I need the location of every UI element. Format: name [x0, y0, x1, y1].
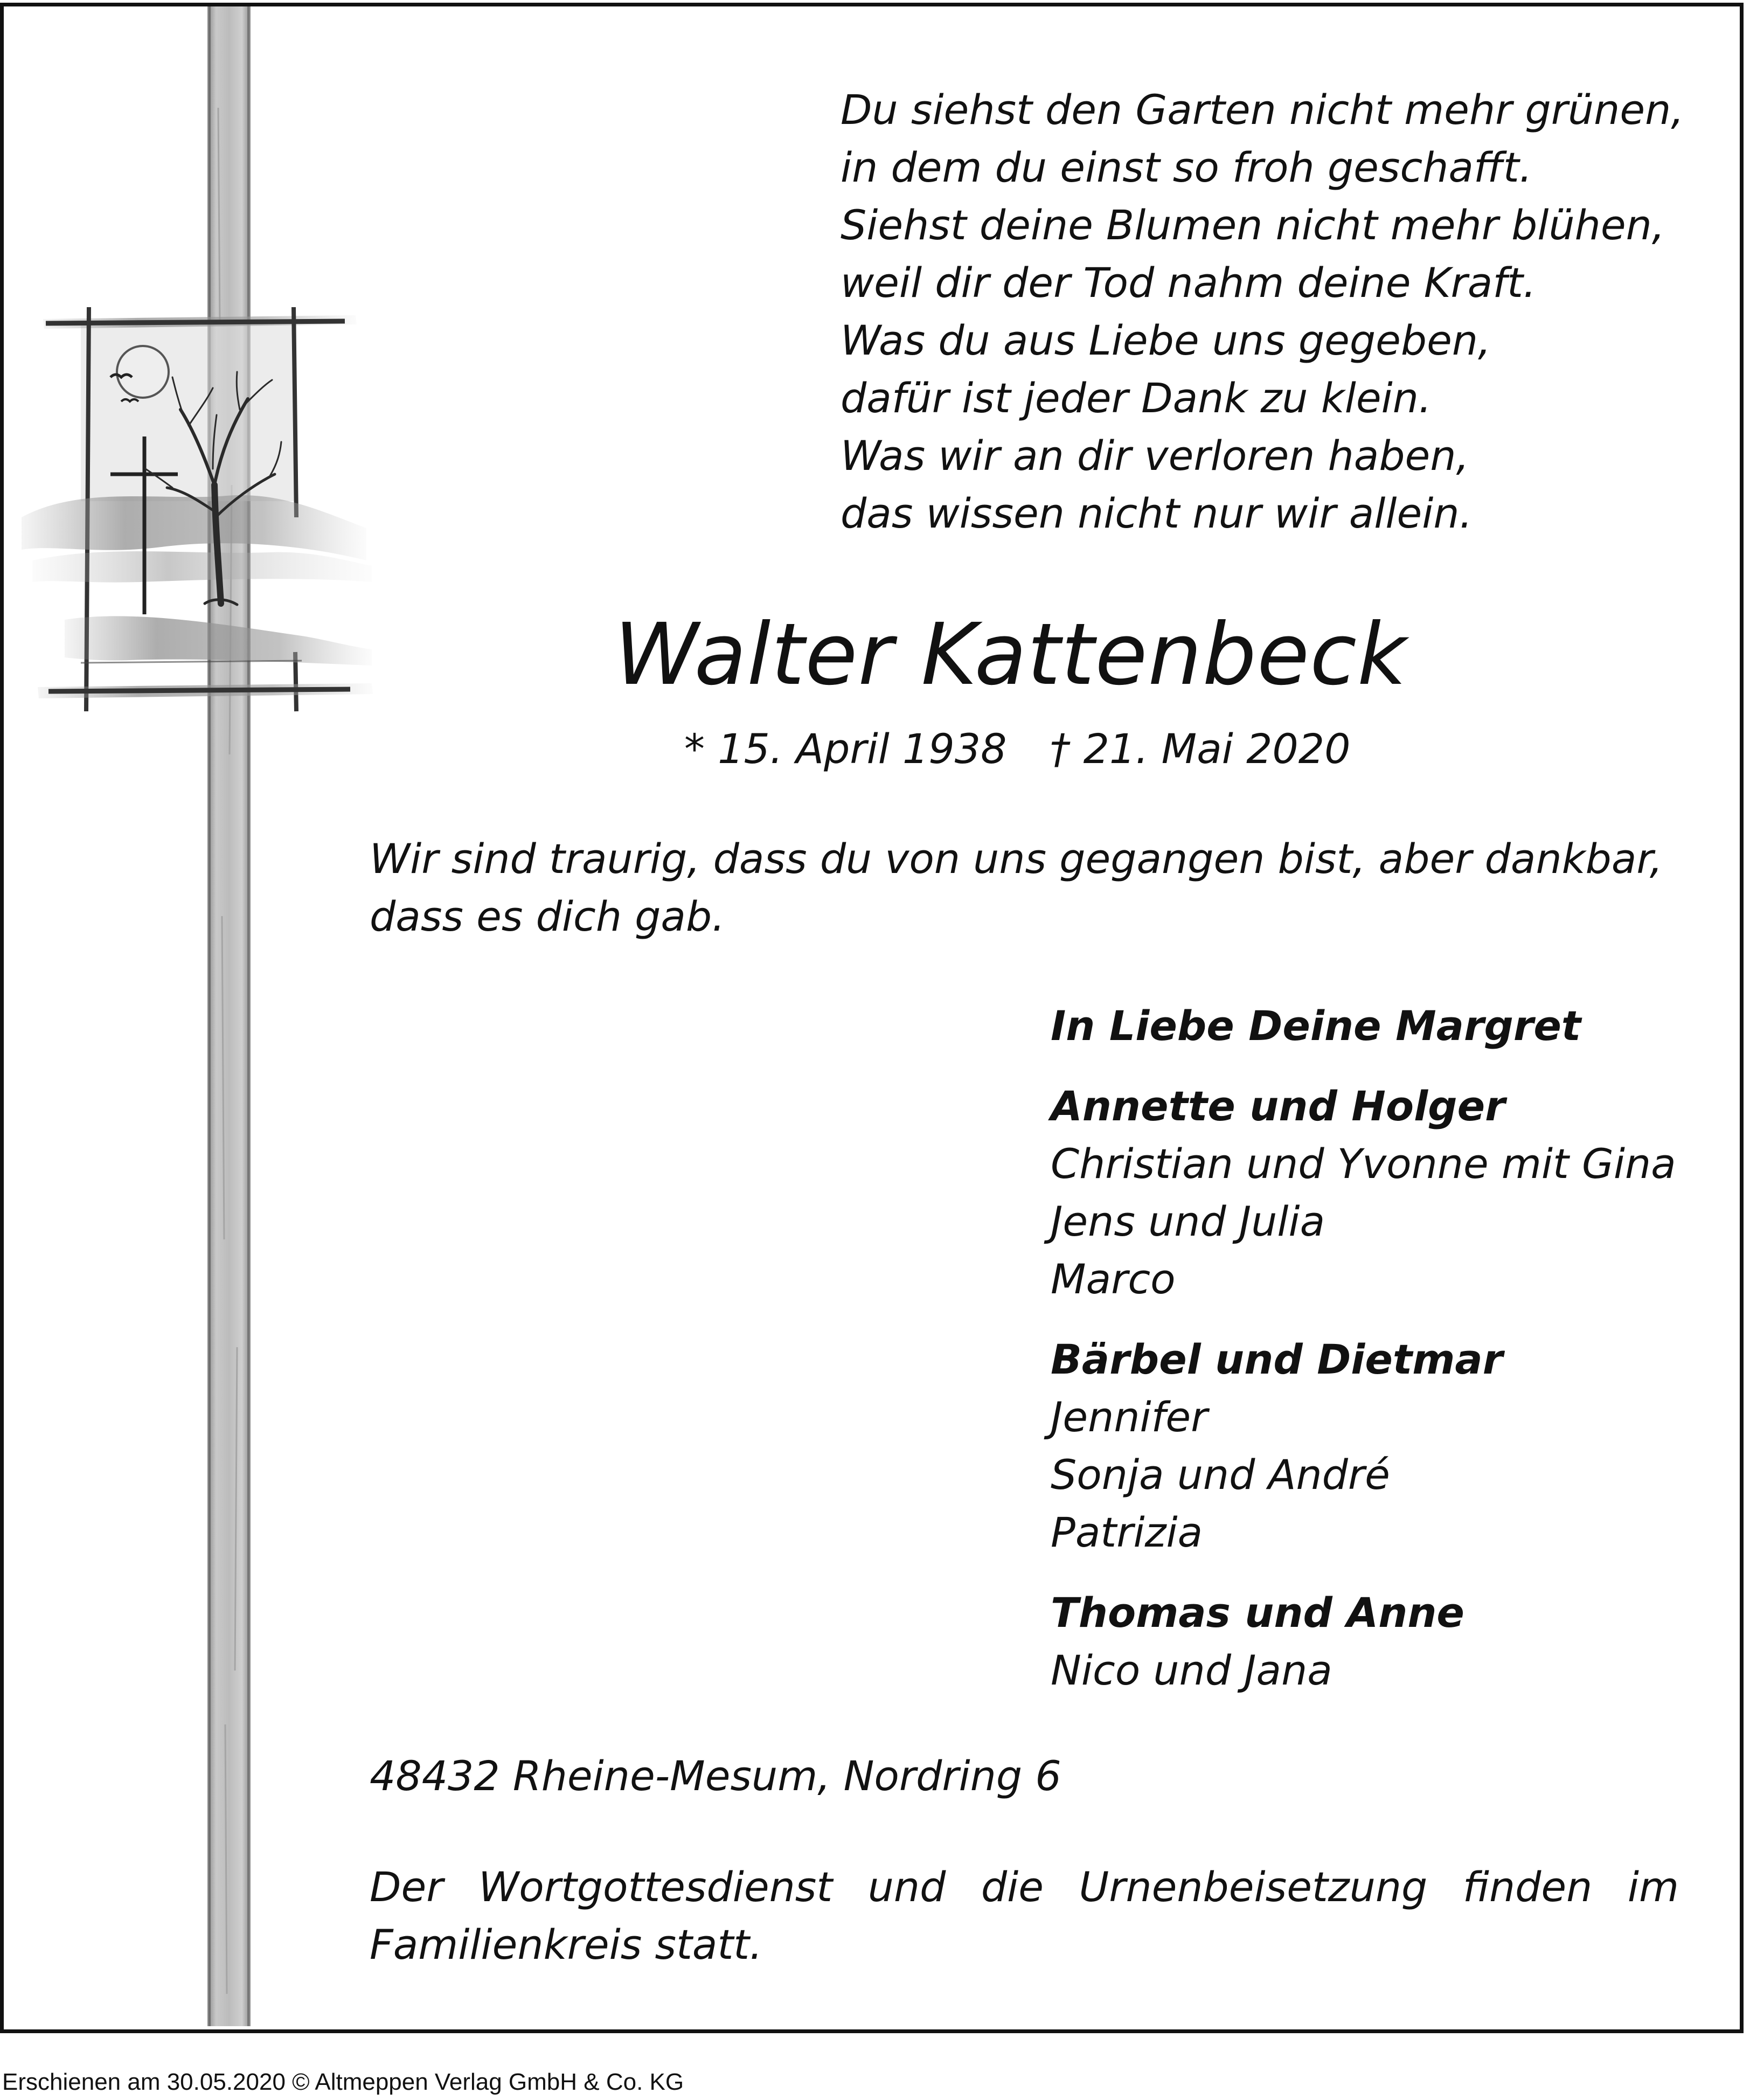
poem-line: Siehst deine Blumen nicht mehr blühen, — [841, 201, 1665, 249]
mourner-group — [1051, 1330, 1697, 1561]
mourner-member: Nico und Jana — [1051, 1646, 1332, 1694]
birth-date: * 15. April 1938 — [684, 725, 1007, 773]
statement-line: dass es dich gab. — [370, 892, 725, 940]
mourner-group-head: Annette und Holger — [1051, 1082, 1505, 1130]
scene-frame — [22, 307, 373, 711]
vertical-bar — [207, 6, 251, 2026]
mourner-member: Sonja und André — [1051, 1451, 1390, 1499]
poem-line: Du siehst den Garten nicht mehr grünen, — [841, 86, 1684, 134]
mourner-group-head: Bärbel und Dietmar — [1051, 1335, 1503, 1383]
mourner-member: Patrizia — [1051, 1508, 1203, 1556]
mourner-member: Jennifer — [1051, 1393, 1208, 1441]
mourner-member: Marco — [1051, 1255, 1176, 1303]
life-dates — [684, 722, 1350, 776]
mourner-member: Jens und Julia — [1051, 1197, 1325, 1245]
memorial-illustration — [0, 0, 377, 2026]
poem-line: das wissen nicht nur wir allein. — [841, 489, 1473, 537]
poem-line: Was wir an dir verloren haben, — [841, 432, 1469, 480]
deceased-name: Walter Kattenbeck — [614, 605, 1407, 704]
family-address: 48432 Rheine-Mesum, Nordring 6 — [370, 1752, 1061, 1800]
grief-statement — [370, 830, 1679, 945]
poem-line: in dem du einst so froh geschafft. — [841, 143, 1532, 191]
mourners-list — [1051, 997, 1697, 1722]
publication-footer: Erschienen am 30.05.2020 © Altmeppen Verlag GmbH & Co. KG — [2, 2069, 684, 2095]
mourner-group — [1051, 997, 1697, 1055]
poem-line: weil dir der Tod nahm deine Kraft. — [841, 259, 1537, 307]
mourner-group-head: Thomas und Anne — [1051, 1589, 1464, 1637]
poem-line: Was du aus Liebe uns gegeben, — [841, 316, 1491, 364]
poem-line: dafür ist jeder Dank zu klein. — [841, 374, 1432, 422]
mourner-group — [1051, 1584, 1697, 1699]
mourner-group — [1051, 1077, 1697, 1308]
memorial-poem — [841, 81, 1713, 542]
mourner-member: Christian und Yvonne mit Gina — [1051, 1140, 1676, 1188]
statement-line: Wir sind traurig, dass du von uns gegangen bist, aber dankbar, — [370, 835, 1663, 883]
death-date: † 21. Mai 2020 — [1050, 725, 1351, 773]
service-note — [370, 1858, 1679, 1973]
service-line: Familienkreis statt. — [370, 1921, 763, 1969]
service-line: Der Wortgottesdienst und die Urnenbeisetzung finden im — [370, 1863, 1679, 1911]
spouse-name: In Liebe Deine Margret — [1051, 1002, 1581, 1050]
